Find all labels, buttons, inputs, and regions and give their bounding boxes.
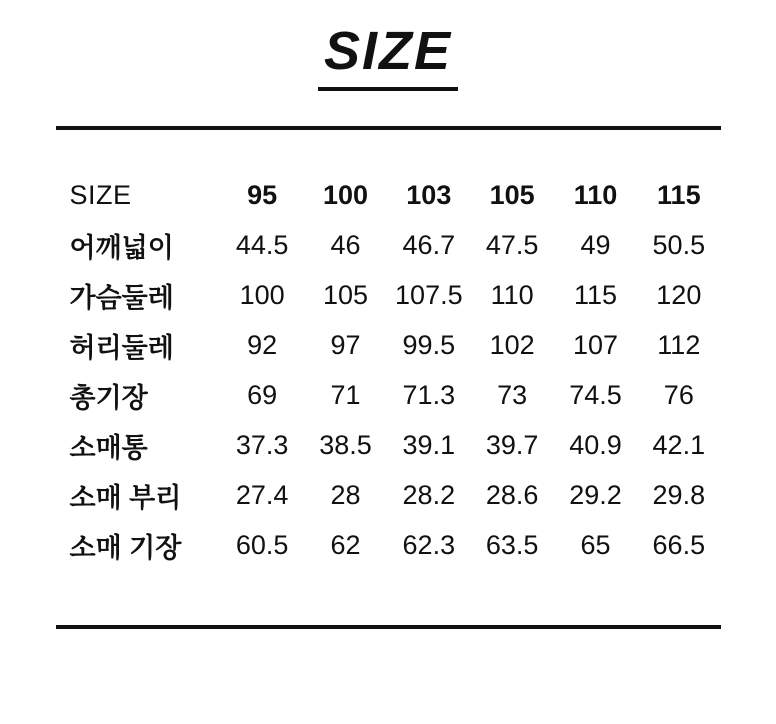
cell: 74.5 xyxy=(569,379,622,410)
cell: 65 xyxy=(580,529,611,560)
cell: 120 xyxy=(656,279,702,310)
header-col-110: 110 xyxy=(573,179,618,210)
cell: 102 xyxy=(489,329,535,360)
cell: 66.5 xyxy=(652,529,706,560)
cell: 29.2 xyxy=(569,479,622,510)
cell: 107 xyxy=(572,329,618,360)
cell: 37.3 xyxy=(235,429,289,460)
cell: 110 xyxy=(490,279,534,310)
cell: 29.8 xyxy=(652,479,706,510)
header-col-95: 95 xyxy=(247,179,278,210)
table-header-row xyxy=(56,170,721,220)
header-col-115: 115 xyxy=(657,179,701,210)
cell: 46 xyxy=(330,229,361,260)
table-row-shoulder xyxy=(56,220,721,270)
cell: 99.5 xyxy=(402,329,456,360)
size-table-container xyxy=(56,126,721,629)
header-col-100: 100 xyxy=(322,179,369,210)
table-row-total-length xyxy=(56,370,721,420)
cell: 42.1 xyxy=(652,429,706,460)
row-label: 어깨넓이 xyxy=(69,232,174,263)
cell: 69 xyxy=(247,379,278,410)
cell: 28 xyxy=(330,479,361,510)
cell: 115 xyxy=(573,279,617,310)
header-col-103: 103 xyxy=(406,179,452,210)
row-label: 소매 기장 xyxy=(69,532,182,563)
cell: 112 xyxy=(657,329,701,360)
cell: 38.5 xyxy=(319,429,372,460)
title-area xyxy=(0,0,776,91)
table-row-sleeve-width xyxy=(56,420,721,470)
cell: 73 xyxy=(497,379,528,410)
page-title: SIZE xyxy=(318,20,458,91)
size-table xyxy=(56,170,721,570)
cell: 50.5 xyxy=(652,229,706,260)
row-label: 가슴둘레 xyxy=(69,282,174,313)
cell: 28.6 xyxy=(485,479,539,510)
table-row-waist xyxy=(56,320,721,370)
cell: 44.5 xyxy=(235,229,289,260)
cell: 63.5 xyxy=(485,529,539,560)
row-label: 총기장 xyxy=(69,382,148,413)
table-row-sleeve-cuff xyxy=(56,470,721,520)
cell: 97 xyxy=(330,329,361,360)
cell: 47.5 xyxy=(485,229,539,260)
cell: 49 xyxy=(580,229,611,260)
row-label: 허리둘레 xyxy=(69,332,174,363)
cell: 46.7 xyxy=(402,229,456,260)
header-size-label: SIZE xyxy=(69,179,132,210)
row-label: 소매통 xyxy=(69,432,148,463)
row-label: 소매 부리 xyxy=(69,482,182,513)
cell: 105 xyxy=(322,279,369,310)
cell: 40.9 xyxy=(569,429,622,460)
cell: 71.3 xyxy=(402,379,456,410)
cell: 27.4 xyxy=(235,479,289,510)
cell: 62.3 xyxy=(402,529,456,560)
cell: 62 xyxy=(330,529,361,560)
cell: 100 xyxy=(239,279,285,310)
table-row-chest xyxy=(56,270,721,320)
cell: 92 xyxy=(247,329,278,360)
cell: 71 xyxy=(330,379,361,410)
cell: 76 xyxy=(663,379,694,410)
table-row-sleeve-length xyxy=(56,520,721,570)
cell: 107.5 xyxy=(395,279,463,310)
cell: 28.2 xyxy=(402,479,456,510)
cell: 60.5 xyxy=(235,529,289,560)
cell: 39.7 xyxy=(485,429,539,460)
cell: 39.1 xyxy=(402,429,456,460)
header-col-105: 105 xyxy=(489,179,535,210)
